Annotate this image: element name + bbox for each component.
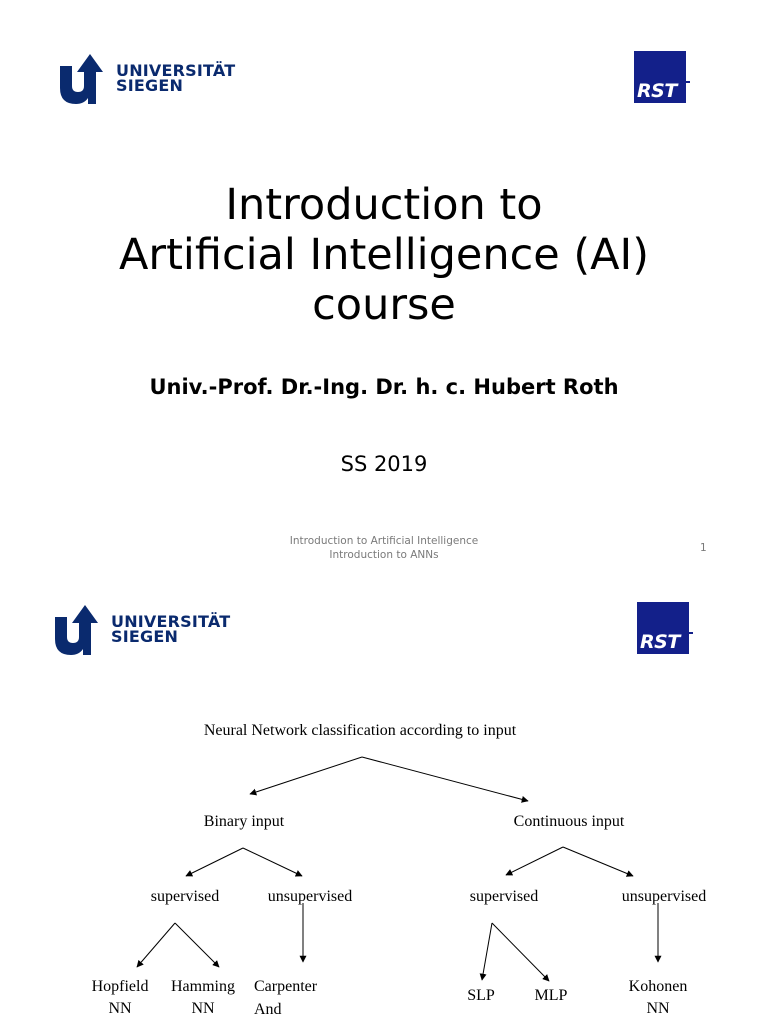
node-slp: SLP xyxy=(467,987,495,1004)
title-line-2: Artificial Intelligence (AI) xyxy=(118,230,650,280)
author-name: Univ.-Prof. Dr.-Ing. Dr. h. c. Hubert Roth xyxy=(149,375,619,399)
slide-footer xyxy=(0,534,768,562)
node-hopfield-line2: NN xyxy=(108,1000,132,1017)
node-hopfield-line1: Hopfield xyxy=(91,978,149,995)
footer-line-2: Introduction to ANNs xyxy=(329,549,439,561)
rst-logo-text: RST xyxy=(640,631,680,653)
node-root: Neural Network classification according to input xyxy=(203,722,517,739)
edge-supervised-mlp xyxy=(492,923,549,981)
node-kohonen-line2: NN xyxy=(646,1000,670,1017)
edge-continuous-unsupervised xyxy=(563,847,633,876)
page-number: 1 xyxy=(700,542,707,554)
rst-logo xyxy=(634,51,686,103)
node-mlp: MLP xyxy=(534,987,568,1004)
university-name-line1: UNIVERSITÄT xyxy=(116,61,236,80)
edge-supervised-hopfield xyxy=(137,923,175,967)
node-continuous-supervised: supervised xyxy=(469,888,539,905)
node-carpenter-line1: Carpenter xyxy=(254,978,318,995)
node-hamming-line2: NN xyxy=(191,1000,215,1017)
title-line-1: Introduction to xyxy=(225,180,543,230)
edge-supervised-hamming xyxy=(175,923,219,967)
university-name-line2: SIEGEN xyxy=(111,627,179,646)
slide-title xyxy=(0,180,768,330)
slide-2 xyxy=(0,590,768,1024)
footer-line-1: Introduction to Artificial Intelligence xyxy=(289,535,479,547)
edge-binary-supervised xyxy=(186,848,243,876)
edge-binary-unsupervised xyxy=(243,848,302,876)
university-name-line2: SIEGEN xyxy=(116,76,184,95)
edge-root-binary xyxy=(250,757,362,794)
edge-continuous-supervised xyxy=(506,847,563,875)
university-emblem-icon xyxy=(58,52,110,104)
node-carpenter-line2: And xyxy=(254,1001,282,1018)
node-binary-input: Binary input xyxy=(203,813,285,830)
rst-logo-text: RST xyxy=(637,80,677,102)
university-name-line1: UNIVERSITÄT xyxy=(111,612,231,631)
semester-label: SS 2019 xyxy=(340,452,428,476)
title-line-3: course xyxy=(312,280,456,330)
node-binary-unsupervised: unsupervised xyxy=(267,888,353,905)
university-logo xyxy=(58,52,235,104)
nn-classification-diagram xyxy=(0,590,768,1024)
node-hamming-line1: Hamming xyxy=(171,978,235,995)
node-binary-supervised: supervised xyxy=(150,888,220,905)
edge-supervised-slp xyxy=(482,923,492,980)
node-kohonen-line1: Kohonen xyxy=(628,978,688,995)
node-continuous-input: Continuous input xyxy=(513,813,625,830)
edge-root-continuous xyxy=(362,757,528,801)
node-continuous-unsupervised: unsupervised xyxy=(621,888,707,905)
